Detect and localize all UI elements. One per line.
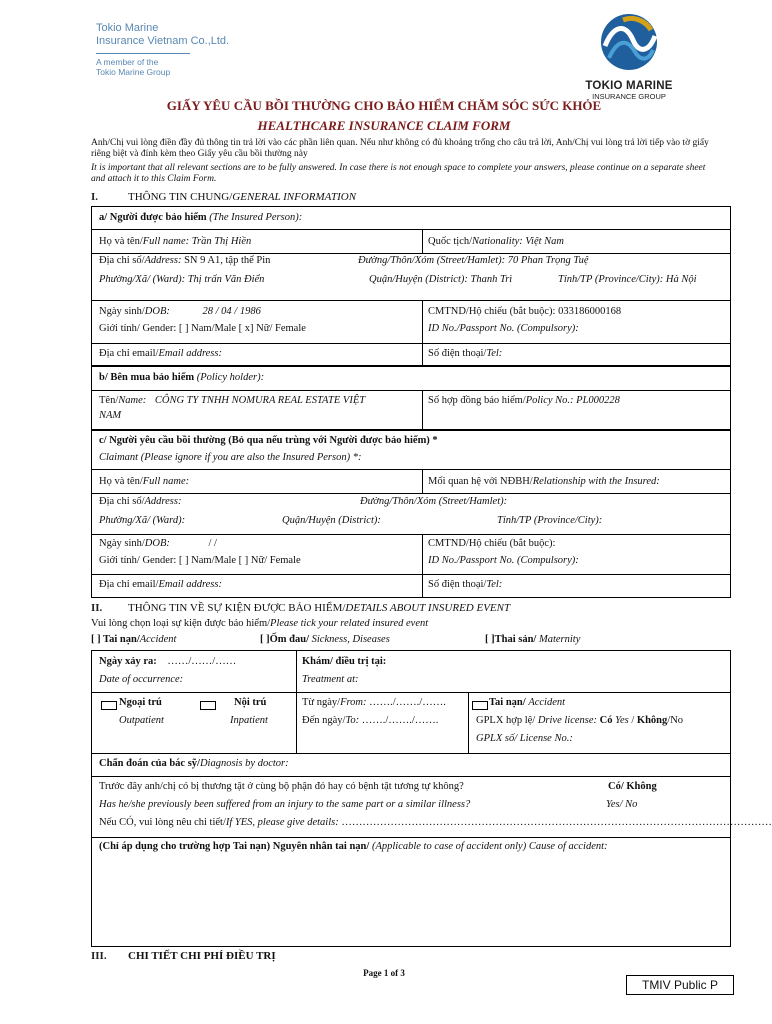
occurrence-date-label-en: Date of occurrence: bbox=[99, 674, 184, 685]
company-name-line1: Tokio Marine bbox=[96, 22, 159, 34]
claimant-ward-field[interactable]: Phường/Xã/ (Ward): bbox=[99, 515, 186, 526]
inpatient-label: Nội trú bbox=[234, 697, 267, 708]
section-2-heading: II. THÔNG TIN VỀ SỰ KIỆN ĐƯỢC BẢO HIỂM/DETAILS ABOUT INSURED EVENT bbox=[91, 602, 511, 614]
tokio-marine-logo bbox=[560, 12, 698, 101]
form-title-vn: GIẤY YÊU CẦU BỒI THƯỜNG CHO BẢO HIỂM CHĂM SÓC SỨC KHỎE bbox=[166, 98, 602, 113]
claimant-dob-field[interactable]: Ngày sinh/DOB: / / bbox=[99, 538, 217, 549]
previous-injury-question: Trước đây anh/chị có bị thương tật ở cùng bộ phận đó hay có bệnh tật tương tự không? bbox=[99, 781, 464, 792]
logo-divider bbox=[96, 53, 190, 54]
yes-no-option[interactable]: Có/ Không bbox=[608, 781, 657, 792]
previous-injury-question-en: Has he/she previously been suffered from an injury to the same part or a similar illness? bbox=[99, 799, 471, 810]
event-sickness-option[interactable]: [ ]Ốm đau/ Sickness, Diseases bbox=[260, 634, 390, 645]
event-maternity-option[interactable]: [ ]Thai sản/ Maternity bbox=[485, 634, 581, 645]
accident-checkbox[interactable] bbox=[472, 701, 488, 710]
policy-holder-box bbox=[91, 366, 731, 430]
section-1-heading: I. THÔNG TIN CHUNG/GENERAL INFORMATION bbox=[91, 191, 357, 203]
inpatient-checkbox[interactable] bbox=[200, 701, 216, 710]
intro-en: It is important that all relevant sections are to be fully answered. In case there is not enough space to complete your answers, please continue on a separate sheet and attach it to this Claim Form. bbox=[91, 163, 706, 184]
claimant-gender-field[interactable]: Giới tính/ Gender: [ ] Nam/Male [ ] Nữ/ Female bbox=[99, 555, 301, 566]
policyholder-heading: b/ Bên mua bảo hiểm (Policy holder): bbox=[99, 372, 265, 383]
company-name-line2: Insurance Vietnam Co.,Ltd. bbox=[96, 35, 230, 47]
occurrence-date-field[interactable]: Ngày xảy ra: ……/……/…… bbox=[99, 656, 237, 667]
insured-nationality-field[interactable]: Quốc tịch/Nationality: Việt Nam bbox=[428, 236, 564, 247]
claimant-email-field[interactable]: Địa chỉ email/Email address: bbox=[99, 579, 222, 590]
claimant-heading-en: Claimant (Please ignore if you are also the Insured Person) *: bbox=[99, 452, 362, 463]
page-number: Page 1 of 3 bbox=[363, 968, 405, 978]
insured-district-field[interactable]: Quận/Huyện (District): Thanh Trì bbox=[369, 274, 513, 285]
claimant-id-label-en: ID No./Passport No. (Compulsory): bbox=[428, 555, 579, 566]
insured-person-box bbox=[91, 206, 731, 366]
to-date-field[interactable]: Đến ngày/To: ……./……./……. bbox=[302, 715, 439, 726]
details-field[interactable]: Nếu CÓ, vui lòng nêu chi tiết/If YES, please give details: …………………………………………………………………………………………………………… bbox=[99, 817, 772, 828]
policyholder-name-cont: NAM bbox=[99, 410, 122, 421]
event-accident-option[interactable]: [ ] Tai nạn/Accident bbox=[91, 634, 177, 645]
brand-name: TOKIO MARINE bbox=[585, 80, 673, 92]
intro-vn: Anh/Chị vui lòng điền đầy đủ thông tin trả lời vào các phần liên quan. Nếu như không có đủ khoảng trống cho câu trả lời, Anh/Chị vui lòng trả lời tiếp vào tờ giấy riêng biệt và đính kèm theo Giấy yêu cầu bồi thường này bbox=[91, 138, 709, 159]
yes-no-option-en[interactable]: Yes/ No bbox=[606, 799, 638, 810]
insured-fullname-field[interactable]: Họ và tên/Full name: Trần Thị Hiền bbox=[99, 236, 252, 247]
treatment-place-label: Khám/ điều trị tại: bbox=[302, 656, 387, 667]
accident-label: Tai nạn/ Accident bbox=[489, 697, 566, 708]
diagnosis-field[interactable]: Chẩn đoán của bác sỹ/Diagnosis by doctor: bbox=[99, 758, 289, 769]
insured-ward-field[interactable]: Phường/Xã/ (Ward): Thị trấn Văn Điển bbox=[99, 274, 265, 285]
claimant-fullname-field[interactable]: Họ và tên/Full name: bbox=[99, 476, 190, 487]
insured-phone-field[interactable]: Số điện thoại/Tel: bbox=[428, 348, 503, 359]
event-instruction: Vui lòng chọn loại sự kiện được bảo hiểm/Please tick your related insured event bbox=[91, 618, 429, 629]
insured-email-field[interactable]: Địa chỉ email/Email address: bbox=[99, 348, 222, 359]
claimant-street-field[interactable]: Đường/Thôn/Xóm (Street/Hamlet): bbox=[360, 496, 508, 507]
insured-id-label-en: ID No./Passport No. (Compulsory): bbox=[428, 323, 579, 334]
outpatient-label-en: Outpatient bbox=[119, 715, 164, 726]
policy-number-field[interactable]: Số hợp đồng bảo hiểm/Policy No.: PL000228 bbox=[428, 395, 620, 406]
claimant-phone-field[interactable]: Số điện thoại/Tel: bbox=[428, 579, 503, 590]
insured-heading: a/ Người được bảo hiểm (The Insured Person): bbox=[99, 212, 303, 223]
insured-address-field[interactable]: Địa chỉ số/Address: SN 9 A1, tập thể Pin bbox=[99, 255, 271, 266]
insured-dob-field[interactable]: Ngày sinh/DOB: 28 / 04 / 1986 bbox=[99, 306, 261, 317]
wave-emblem-icon bbox=[599, 12, 659, 74]
classification-label: TMIV Public P bbox=[626, 975, 734, 995]
drive-license-field[interactable]: GPLX hợp lệ/ Drive license: Có Yes / Không/No bbox=[476, 715, 684, 726]
event-details-box bbox=[91, 650, 772, 947]
member-line1: A member of the bbox=[96, 57, 159, 67]
treatment-place-field[interactable]: Treatment at: bbox=[302, 674, 359, 685]
insured-street-field[interactable]: Đường/Thôn/Xóm (Street/Hamlet): 70 Phan Trọng Tuệ bbox=[358, 255, 589, 266]
inpatient-label-en: Inpatient bbox=[230, 715, 268, 726]
insured-province-field[interactable]: Tỉnh/TP (Province/City): Hà Nội bbox=[558, 274, 697, 285]
claimant-district-field[interactable]: Quận/Huyện (District): bbox=[282, 515, 381, 526]
member-line2: Tokio Marine Group bbox=[96, 67, 171, 77]
from-date-field[interactable]: Từ ngày/From: ……./……./……. bbox=[302, 697, 446, 708]
policyholder-name-field[interactable]: Tên/Name: CÔNG TY TNHH NOMURA REAL ESTATE VIỆT bbox=[99, 395, 366, 406]
accident-cause-field[interactable]: (Chỉ áp dụng cho trường hợp Tai nạn) Nguyên nhân tai nạn/ (Applicable to case of accident only) Cause of accident: bbox=[99, 841, 608, 852]
claimant-heading-vn: c/ Người yêu cầu bồi thường (Bỏ qua nếu trùng với Người được bảo hiểm) * bbox=[99, 435, 438, 446]
claimant-address-field[interactable]: Địa chỉ số/Address: bbox=[99, 496, 182, 507]
license-number-field[interactable]: GPLX số/ License No.: bbox=[476, 733, 573, 744]
form-title-en: HEALTHCARE INSURANCE CLAIM FORM bbox=[257, 118, 511, 133]
company-logo-text bbox=[96, 22, 229, 77]
outpatient-checkbox[interactable] bbox=[101, 701, 117, 710]
brand-sub: INSURANCE GROUP bbox=[592, 92, 666, 101]
claimant-province-field[interactable]: Tỉnh/TP (Province/City): bbox=[497, 515, 603, 526]
claimant-id-field[interactable]: CMTND/Hộ chiếu (bắt buộc): bbox=[428, 538, 556, 549]
claimant-relationship-field[interactable]: Mối quan hệ với NĐBH/Relationship with the Insured: bbox=[428, 476, 660, 487]
section-3-heading: III. CHI TIẾT CHI PHÍ ĐIỀU TRỊ bbox=[91, 950, 276, 962]
claimant-box bbox=[91, 430, 731, 598]
insured-gender-field[interactable]: Giới tính/ Gender: [ ] Nam/Male [ x] Nữ/ Female bbox=[99, 323, 306, 334]
insured-id-field[interactable]: CMTND/Hộ chiếu (bắt buộc): 033186000168 bbox=[428, 306, 622, 317]
outpatient-label: Ngoại trú bbox=[119, 697, 162, 708]
